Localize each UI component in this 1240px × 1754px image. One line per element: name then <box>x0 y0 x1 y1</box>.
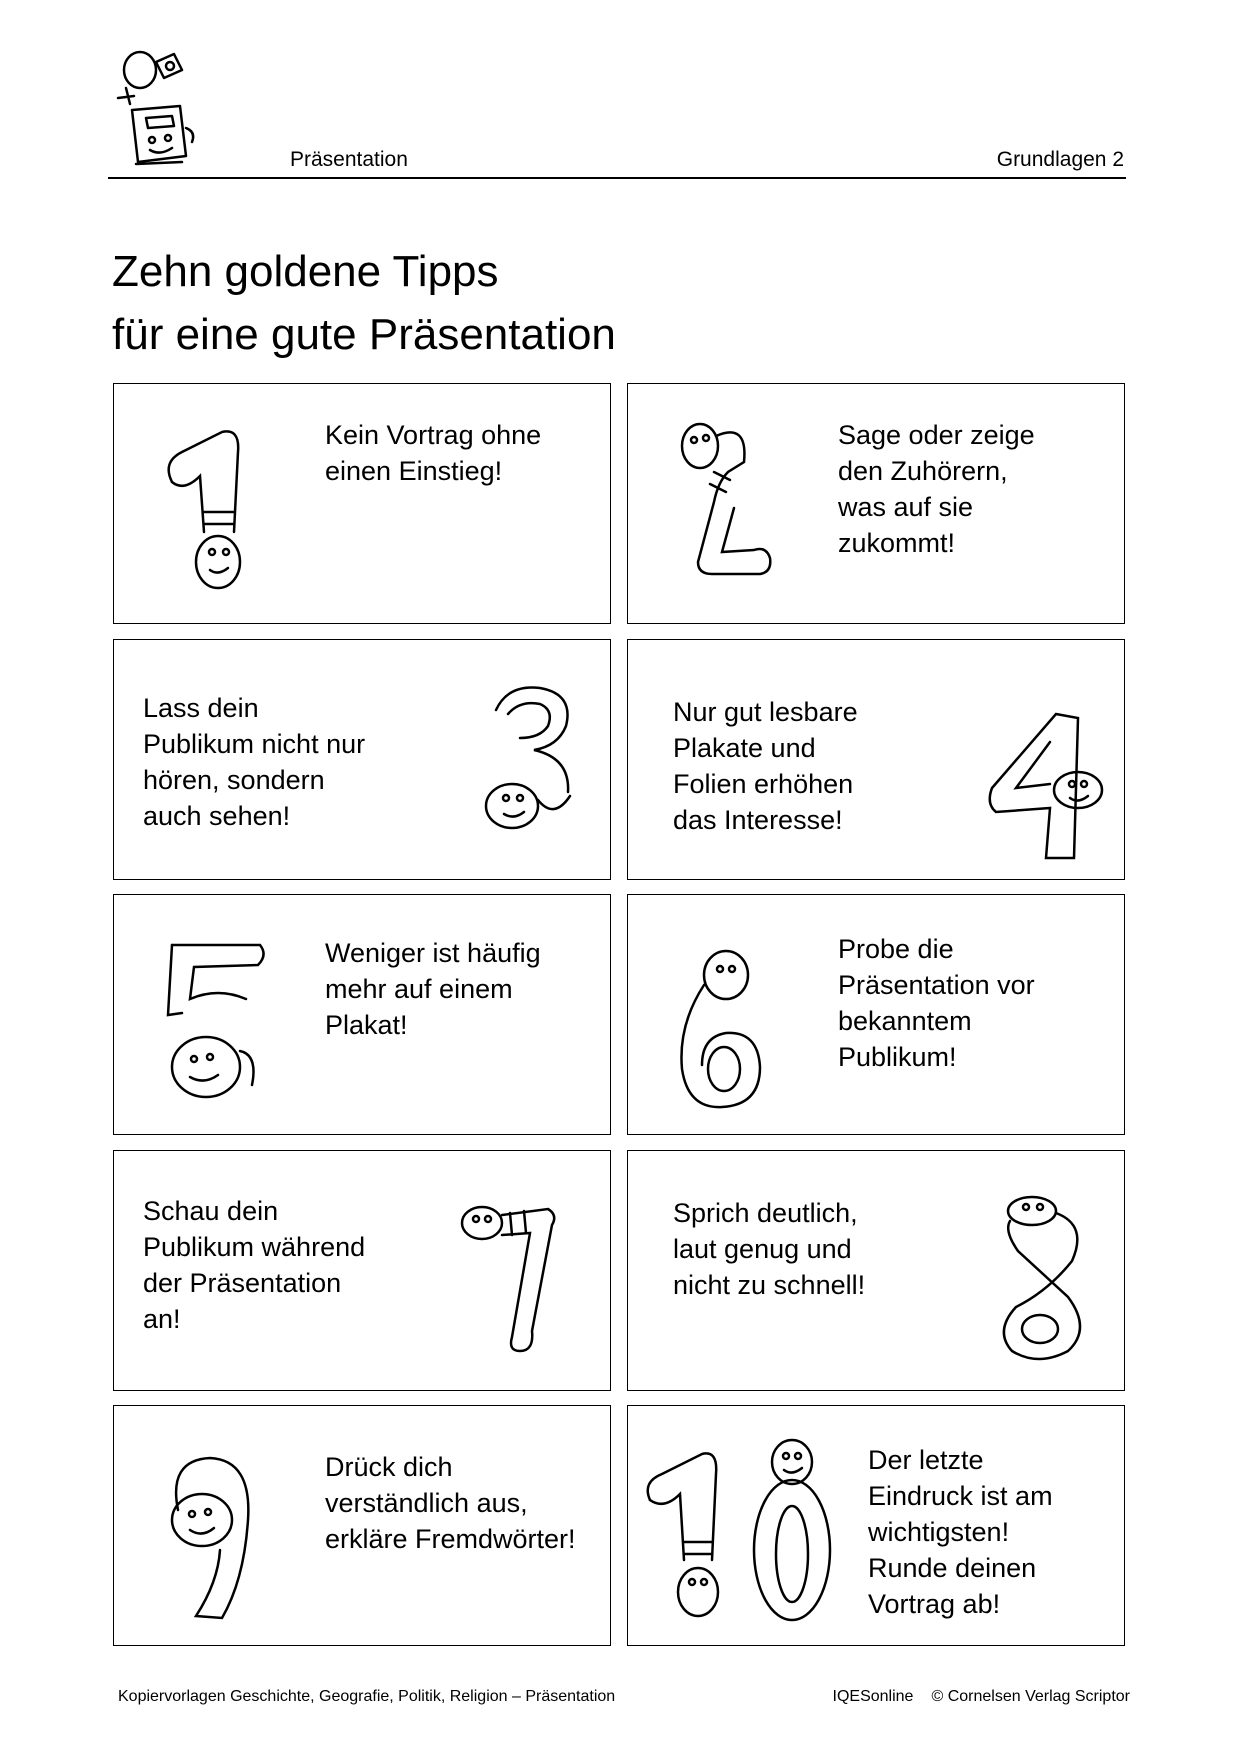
tip-text-9: Drück dich verständlich aus, erkläre Fremdwörter! <box>325 1452 576 1554</box>
page-title-line-2: für eine gute Präsentation <box>112 310 616 359</box>
number-1-figure-icon <box>142 412 272 592</box>
tip-card-10 <box>627 1405 1125 1646</box>
tip-text-5: Weniger ist häufig mehr auf einem Plakat! <box>325 938 541 1040</box>
tip-card-4 <box>627 639 1125 880</box>
tip-text-10: Der letzte Eindruck ist am wichtigsten! Runde deinen Vortrag ab! <box>868 1445 1053 1619</box>
tip-card-2 <box>627 383 1125 624</box>
page-title-line-1: Zehn goldene Tipps <box>112 247 499 296</box>
tip-card-9 <box>113 1405 611 1646</box>
number-8-figure-icon <box>988 1191 1098 1361</box>
footer-publisher <box>815 1688 1130 1706</box>
tip-text-6: Probe die Präsentation vor bekanntem Publikum! <box>838 934 1035 1072</box>
tip-card-1 <box>113 383 611 624</box>
tip-text-4: Nur gut lesbare Plakate und Folien erhöhen das Interesse! <box>673 697 858 835</box>
tip-text-8: Sprich deutlich, laut genug und nicht zu schnell! <box>673 1198 866 1300</box>
tip-card-6 <box>627 894 1125 1135</box>
number-6-figure-icon <box>668 945 778 1115</box>
header-page-label: Grundlagen 2 <box>996 148 1124 171</box>
projector-character-icon <box>112 48 202 170</box>
tip-card-8 <box>627 1150 1125 1391</box>
footer-copyright: © Cornelsen Verlag Scriptor <box>931 1688 1130 1705</box>
tip-card-3 <box>113 639 611 880</box>
tip-text-7: Schau dein Publikum während der Präsentation an! <box>143 1196 366 1334</box>
footer-series-label: Kopiervorlagen Geschichte, Geografie, Politik, Religion – Präsentation <box>118 1688 616 1705</box>
tip-text-3: Lass dein Publikum nicht nur hören, sondern auch sehen! <box>143 693 366 831</box>
footer-iqes-label: IQESonline <box>832 1688 914 1705</box>
number-7-figure-icon <box>454 1201 564 1361</box>
number-9-figure-icon <box>148 1450 278 1630</box>
header-divider <box>108 177 1126 179</box>
tip-text-2: Sage oder zeige den Zuhörern, was auf sie zukommt! <box>838 420 1035 558</box>
number-5-figure-icon <box>148 935 278 1115</box>
tip-card-7 <box>113 1150 611 1391</box>
tip-card-5 <box>113 894 611 1135</box>
number-2-figure-icon <box>658 412 788 592</box>
tip-text-1: Kein Vortrag ohne einen Einstieg! <box>325 420 542 486</box>
number-4-figure-icon <box>986 708 1106 868</box>
number-3-figure-icon <box>478 680 588 840</box>
number-10-figure-icon <box>642 1430 842 1630</box>
header-section-label: Präsentation <box>290 148 408 171</box>
page-title <box>112 240 616 366</box>
